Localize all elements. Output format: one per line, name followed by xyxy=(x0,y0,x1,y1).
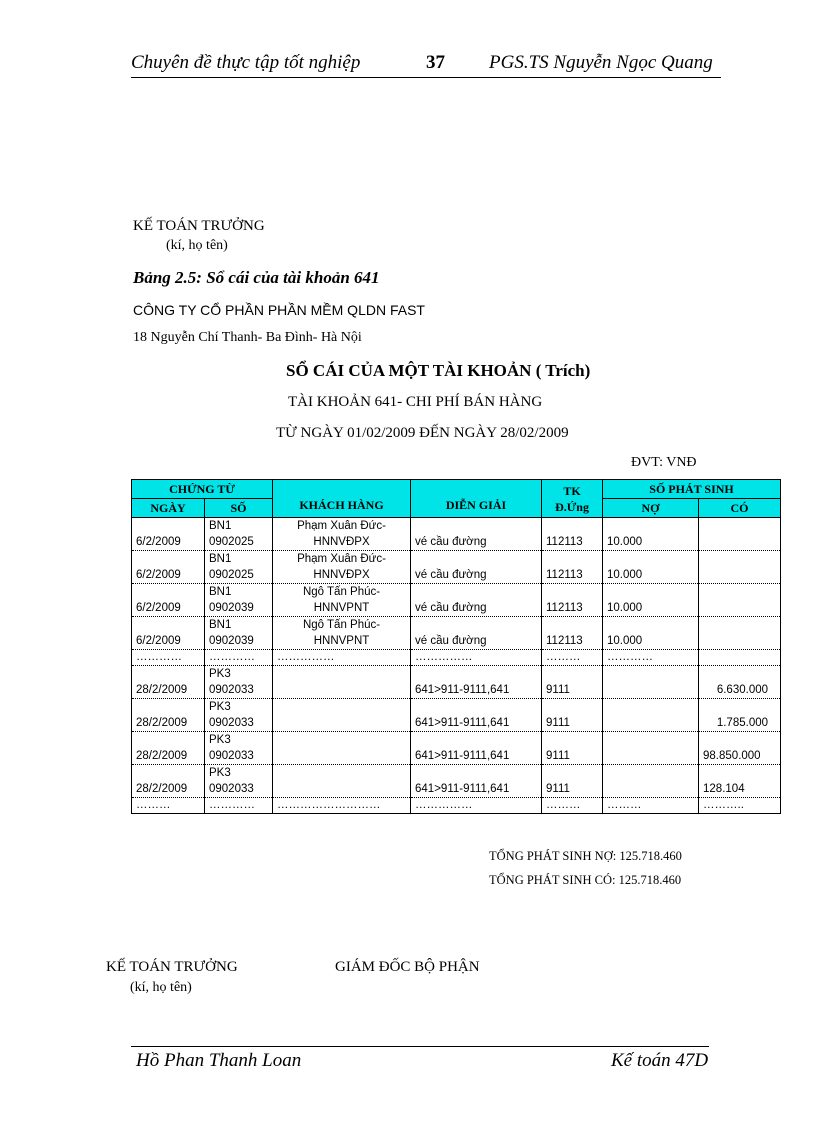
header-rule xyxy=(131,77,721,78)
credit-header: CÓ xyxy=(699,499,781,518)
table-row xyxy=(132,584,781,617)
row-voucher: PK3 0902033 xyxy=(205,666,273,699)
footer-rule xyxy=(131,1046,709,1047)
date-header: NGÀY xyxy=(132,499,205,518)
group-amount-header: SỐ PHÁT SINH xyxy=(603,480,781,499)
currency-unit: ĐVT: VNĐ xyxy=(631,455,697,470)
total-credit: TỔNG PHÁT SINH CÓ: 125.718.460 xyxy=(489,873,682,887)
row-voucher: BN1 0902025 xyxy=(205,518,273,551)
table-row xyxy=(132,699,781,732)
table-row-ellipsis xyxy=(132,798,781,814)
account-name: TÀI KHOẢN 641- CHI PHÍ BÁN HÀNG xyxy=(288,394,543,410)
contra-account-header: TK Đ.Ứng xyxy=(542,480,603,518)
row-contra-account: 9111 xyxy=(542,732,603,765)
footer-author: Hồ Phan Thanh Loan xyxy=(136,1050,302,1071)
row-voucher: ………… xyxy=(205,798,273,814)
total-debit: TỔNG PHÁT SINH NỢ: 125.718.460 xyxy=(489,849,682,863)
row-credit xyxy=(699,518,781,551)
row-date: 6/2/2009 xyxy=(132,617,205,650)
customer-header: KHÁCH HÀNG xyxy=(273,480,411,518)
header-right: PGS.TS Nguyễn Ngọc Quang xyxy=(489,52,713,73)
row-date: 28/2/2009 xyxy=(132,699,205,732)
ledger-title-main: SỔ CÁI CỦA MỘT TÀI KHOẢN xyxy=(286,361,532,380)
row-debit xyxy=(603,765,699,798)
company-address: 18 Nguyễn Chí Thanh- Ba Đình- Hà Nội xyxy=(133,330,362,345)
row-contra-account: ……… xyxy=(542,650,603,666)
voucher-no-header: SỐ xyxy=(205,499,273,518)
debit-header: NỢ xyxy=(603,499,699,518)
header-left: Chuyên đề thực tập tốt nghiệp xyxy=(131,52,361,73)
row-description: 641>911-9111,641 xyxy=(411,732,542,765)
company-name: CÔNG TY CỔ PHẦN PHẦN MỀM QLDN FAST xyxy=(133,302,425,318)
row-contra-account: 112113 xyxy=(542,617,603,650)
row-credit: 6.630.000 xyxy=(699,666,781,699)
row-contra-account: 112113 xyxy=(542,518,603,551)
row-customer xyxy=(273,699,411,732)
row-credit xyxy=(699,650,781,666)
ledger-title-suffix: ( Trích) xyxy=(535,361,591,380)
ledger-title xyxy=(286,361,590,381)
row-date: 28/2/2009 xyxy=(132,666,205,699)
department-director: GIÁM ĐỐC BỘ PHẬN xyxy=(335,959,480,975)
row-customer: …………… xyxy=(273,650,411,666)
footer-class: Kế toán 47D xyxy=(611,1050,709,1071)
table-row-ellipsis xyxy=(132,650,781,666)
top-chief-accountant: KẾ TOÁN TRƯỞNG xyxy=(133,218,265,234)
group-voucher-header: CHỨNG TỪ xyxy=(132,480,273,499)
row-customer xyxy=(273,666,411,699)
row-description: …………… xyxy=(411,798,542,814)
row-description: vé cầu đường xyxy=(411,584,542,617)
row-date: ……… xyxy=(132,798,205,814)
row-date: ………… xyxy=(132,650,205,666)
table-row xyxy=(132,765,781,798)
ledger-table xyxy=(131,479,781,814)
top-chief-accountant-sub: (kí, họ tên) xyxy=(166,238,228,253)
row-debit xyxy=(603,699,699,732)
row-description: 641>911-9111,641 xyxy=(411,666,542,699)
row-contra-account: 9111 xyxy=(542,699,603,732)
row-debit: 10.000 xyxy=(603,551,699,584)
row-description: vé cầu đường xyxy=(411,518,542,551)
row-voucher: PK3 0902033 xyxy=(205,732,273,765)
row-debit: ………… xyxy=(603,650,699,666)
row-description: …………… xyxy=(411,650,542,666)
table-row xyxy=(132,617,781,650)
row-date: 28/2/2009 xyxy=(132,765,205,798)
row-date: 6/2/2009 xyxy=(132,518,205,551)
row-debit: 10.000 xyxy=(603,584,699,617)
bottom-chief-accountant-sub: (kí, họ tên) xyxy=(130,980,192,995)
description-header: DIỄN GIẢI xyxy=(411,480,542,518)
row-contra-account: 9111 xyxy=(542,765,603,798)
row-debit: 10.000 xyxy=(603,518,699,551)
table-row xyxy=(132,518,781,551)
row-date: 6/2/2009 xyxy=(132,584,205,617)
table-row xyxy=(132,732,781,765)
table-row xyxy=(132,666,781,699)
row-credit xyxy=(699,617,781,650)
row-customer: Phạm Xuân Đức- HNNVĐPX xyxy=(273,551,411,584)
row-credit xyxy=(699,551,781,584)
row-date: 28/2/2009 xyxy=(132,732,205,765)
row-credit: 1.785.000 xyxy=(699,699,781,732)
row-debit: 10.000 xyxy=(603,617,699,650)
row-customer xyxy=(273,732,411,765)
row-customer: Ngô Tấn Phúc- HNNVPNT xyxy=(273,584,411,617)
period: TỪ NGÀY 01/02/2009 ĐẾN NGÀY 28/02/2009 xyxy=(276,425,569,441)
row-credit xyxy=(699,584,781,617)
row-description: vé cầu đường xyxy=(411,617,542,650)
row-description: vé cầu đường xyxy=(411,551,542,584)
row-voucher: BN1 0902039 xyxy=(205,584,273,617)
row-contra-account: 112113 xyxy=(542,584,603,617)
bottom-chief-accountant: KẾ TOÁN TRƯỞNG xyxy=(106,959,238,975)
row-voucher: PK3 0902033 xyxy=(205,765,273,798)
table-row xyxy=(132,551,781,584)
row-customer: Phạm Xuân Đức- HNNVĐPX xyxy=(273,518,411,551)
row-customer xyxy=(273,765,411,798)
row-customer: ……………………… xyxy=(273,798,411,814)
row-date: 6/2/2009 xyxy=(132,551,205,584)
row-contra-account: 9111 xyxy=(542,666,603,699)
row-voucher: BN1 0902039 xyxy=(205,617,273,650)
table-caption: Bảng 2.5: Sổ cái của tài khoản 641 xyxy=(133,268,380,287)
row-voucher: ………… xyxy=(205,650,273,666)
row-debit xyxy=(603,732,699,765)
row-credit: 98.850.000 xyxy=(699,732,781,765)
page-number: 37 xyxy=(426,52,445,73)
row-description: 641>911-9111,641 xyxy=(411,765,542,798)
row-debit: ……… xyxy=(603,798,699,814)
row-debit xyxy=(603,666,699,699)
row-voucher: BN1 0902025 xyxy=(205,551,273,584)
row-contra-account: ……… xyxy=(542,798,603,814)
row-customer: Ngô Tấn Phúc- HNNVPNT xyxy=(273,617,411,650)
row-description: 641>911-9111,641 xyxy=(411,699,542,732)
row-credit: ……….. xyxy=(699,798,781,814)
row-voucher: PK3 0902033 xyxy=(205,699,273,732)
row-credit: 128.104 xyxy=(699,765,781,798)
row-contra-account: 112113 xyxy=(542,551,603,584)
